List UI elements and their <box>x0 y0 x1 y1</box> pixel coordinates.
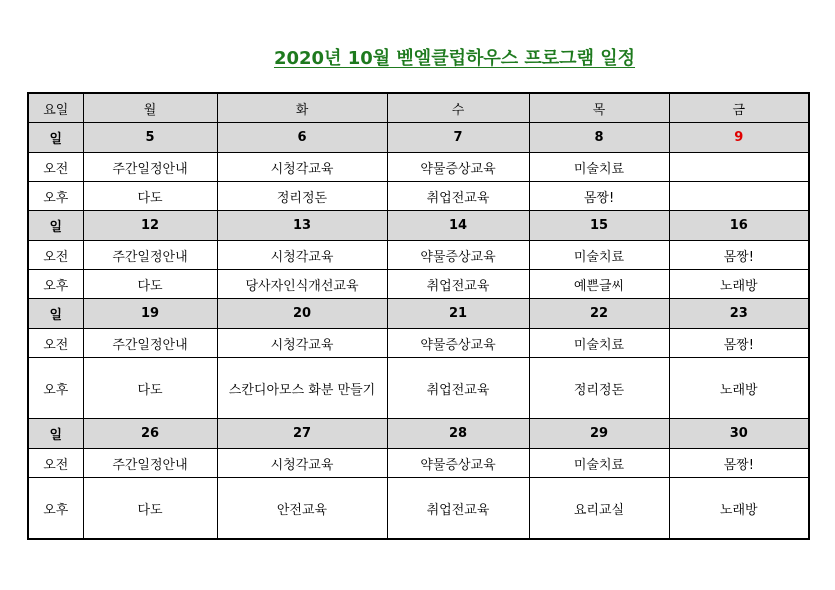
date-cell: 28 <box>387 419 529 449</box>
date-cell: 14 <box>387 211 529 241</box>
program-cell: 예쁜글씨 <box>529 270 669 299</box>
program-cell: 약물증상교육 <box>387 241 529 270</box>
date-cell: 8 <box>529 123 669 153</box>
program-cell: 시청각교육 <box>217 153 387 182</box>
morning-row <box>28 449 809 478</box>
date-cell: 26 <box>83 419 217 449</box>
program-cell <box>669 153 809 182</box>
header-day-wed: 수 <box>387 93 529 123</box>
afternoon-label: 오후 <box>28 358 83 419</box>
program-cell: 미술치료 <box>529 153 669 182</box>
program-cell: 스칸디아모스 화분 만들기 <box>217 358 387 419</box>
week-label: 일 <box>28 419 83 449</box>
afternoon-row <box>28 358 809 419</box>
program-cell: 몸짱! <box>669 449 809 478</box>
program-cell: 약물증상교육 <box>387 153 529 182</box>
program-cell: 노래방 <box>669 478 809 540</box>
program-cell: 시청각교육 <box>217 241 387 270</box>
afternoon-row <box>28 182 809 211</box>
program-cell: 미술치료 <box>529 329 669 358</box>
header-row <box>28 93 809 123</box>
program-cell: 주간일정안내 <box>83 153 217 182</box>
header-day-fri: 금 <box>669 93 809 123</box>
afternoon-label: 오후 <box>28 182 83 211</box>
date-cell: 23 <box>669 299 809 329</box>
program-cell: 노래방 <box>669 358 809 419</box>
date-cell: 29 <box>529 419 669 449</box>
program-cell: 시청각교육 <box>217 449 387 478</box>
week-date-row <box>28 123 809 153</box>
date-cell: 7 <box>387 123 529 153</box>
page-title-wrap <box>0 44 835 70</box>
week-date-row <box>28 211 809 241</box>
afternoon-row <box>28 478 809 540</box>
program-cell: 몸짱! <box>529 182 669 211</box>
date-cell: 21 <box>387 299 529 329</box>
header-day-mon: 월 <box>83 93 217 123</box>
program-cell: 취업전교육 <box>387 182 529 211</box>
program-cell: 노래방 <box>669 270 809 299</box>
header-day-thu: 목 <box>529 93 669 123</box>
week-date-row <box>28 419 809 449</box>
page-title: 2020년 10월 벧엘클럽하우스 프로그램 일정 <box>273 48 636 69</box>
date-cell: 5 <box>83 123 217 153</box>
week-label: 일 <box>28 211 83 241</box>
program-cell: 약물증상교육 <box>387 449 529 478</box>
morning-label: 오전 <box>28 153 83 182</box>
program-cell: 다도 <box>83 182 217 211</box>
date-cell: 12 <box>83 211 217 241</box>
program-cell: 정리정돈 <box>217 182 387 211</box>
program-cell: 주간일정안내 <box>83 449 217 478</box>
date-cell: 19 <box>83 299 217 329</box>
schedule-table <box>27 92 810 540</box>
afternoon-label: 오후 <box>28 478 83 540</box>
week-date-row <box>28 299 809 329</box>
program-cell: 몸짱! <box>669 329 809 358</box>
week-label: 일 <box>28 299 83 329</box>
program-cell: 취업전교육 <box>387 358 529 419</box>
date-cell: 13 <box>217 211 387 241</box>
program-cell: 정리정돈 <box>529 358 669 419</box>
date-cell: 27 <box>217 419 387 449</box>
program-cell <box>669 182 809 211</box>
program-cell: 미술치료 <box>529 241 669 270</box>
date-cell: 22 <box>529 299 669 329</box>
program-cell: 다도 <box>83 358 217 419</box>
program-cell: 취업전교육 <box>387 478 529 540</box>
program-cell: 주간일정안내 <box>83 241 217 270</box>
header-day-tue: 화 <box>217 93 387 123</box>
program-cell: 시청각교육 <box>217 329 387 358</box>
header-label: 요일 <box>28 93 83 123</box>
afternoon-label: 오후 <box>28 270 83 299</box>
morning-label: 오전 <box>28 329 83 358</box>
program-cell: 약물증상교육 <box>387 329 529 358</box>
date-cell: 20 <box>217 299 387 329</box>
afternoon-row <box>28 270 809 299</box>
morning-row <box>28 153 809 182</box>
program-cell: 미술치료 <box>529 449 669 478</box>
program-cell: 다도 <box>83 270 217 299</box>
morning-row <box>28 329 809 358</box>
date-cell: 16 <box>669 211 809 241</box>
date-cell: 15 <box>529 211 669 241</box>
date-cell-holiday: 9 <box>669 123 809 153</box>
program-cell: 당사자인식개선교육 <box>217 270 387 299</box>
date-cell: 30 <box>669 419 809 449</box>
week-label: 일 <box>28 123 83 153</box>
program-cell: 취업전교육 <box>387 270 529 299</box>
date-cell: 6 <box>217 123 387 153</box>
program-cell: 몸짱! <box>669 241 809 270</box>
program-cell: 다도 <box>83 478 217 540</box>
morning-row <box>28 241 809 270</box>
morning-label: 오전 <box>28 449 83 478</box>
program-cell: 주간일정안내 <box>83 329 217 358</box>
morning-label: 오전 <box>28 241 83 270</box>
program-cell: 요리교실 <box>529 478 669 540</box>
program-cell: 안전교육 <box>217 478 387 540</box>
